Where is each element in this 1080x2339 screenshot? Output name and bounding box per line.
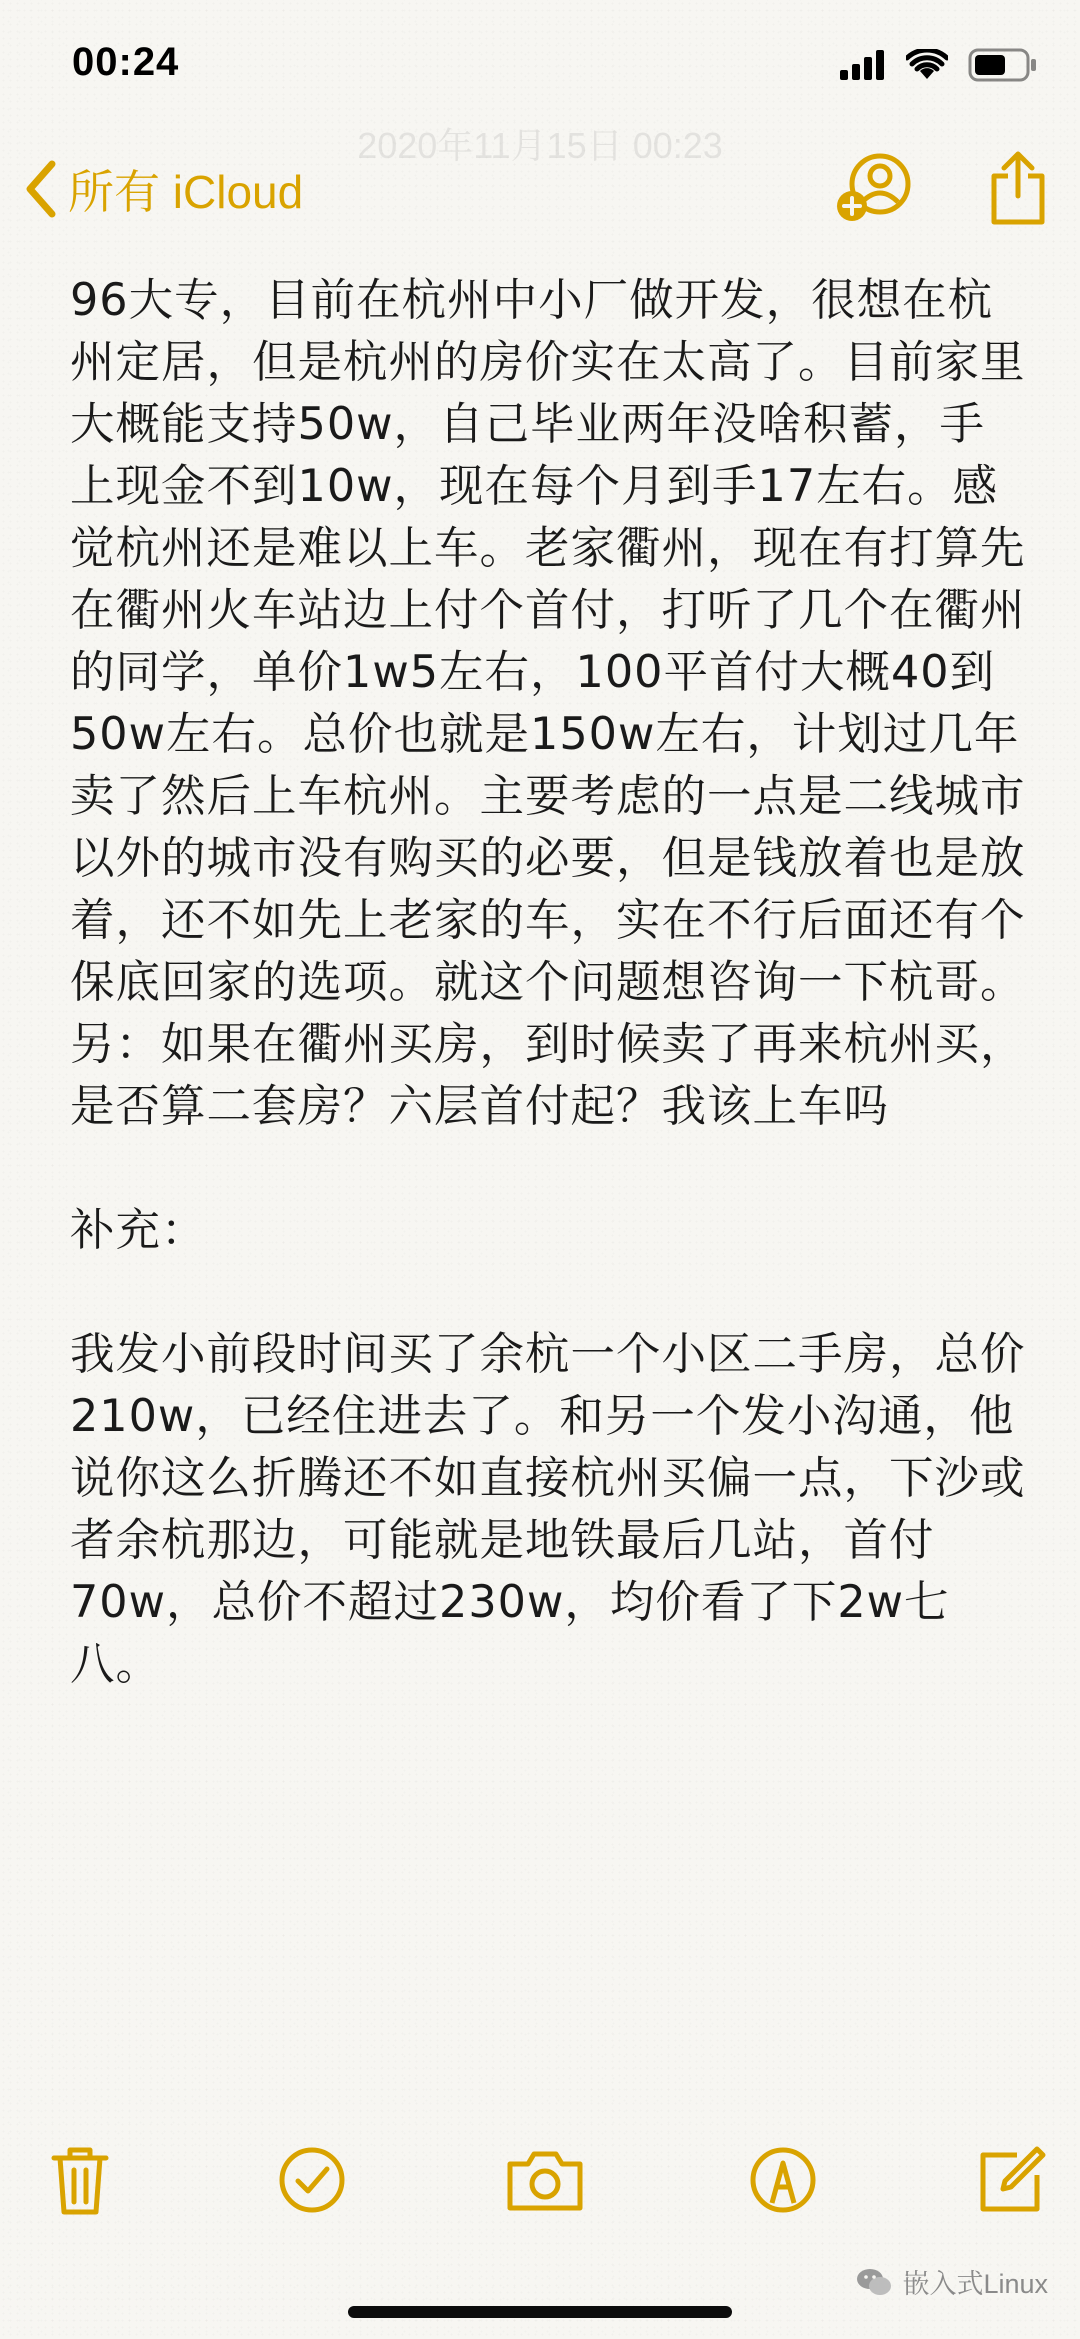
markup-icon [748,2145,818,2215]
trash-icon [50,2144,110,2216]
compose-icon [977,2145,1047,2215]
checklist-button[interactable] [272,2140,352,2220]
wifi-icon [906,49,948,81]
note-paragraph-supplement-heading: 补充： [70,1205,207,1256]
delete-button[interactable] [40,2140,120,2220]
status-bar [0,0,1080,130]
camera-icon [506,2148,584,2212]
note-paragraph-supplement: 我发小前段时间买了余杭一个小区二手房，总价210w，已经住进去了。和另一个发小沟通，他说你这么折腾还不如直接杭州买偏一点，下沙或者余杭那边，可能就是地铁最后几站，首付70w，总价不超过230w，均价看了下2w七八。 [70,1329,1026,1690]
note-date: 2020年11月15日 00:23 [357,125,723,166]
camera-button[interactable] [505,2140,585,2220]
nav-bar [0,125,1080,250]
watermark-text: 嵌入式Linux [902,2269,1048,2299]
cellular-signal-icon [840,50,886,80]
note-body[interactable] [70,270,1030,1696]
watermark [856,2262,1048,2301]
note-paragraph-main: 96大专，目前在杭州中小厂做开发，很想在杭州定居，但是杭州的房价实在太高了。目前家里大概能支持50w，自己毕业两年没啥积蓄，手上现金不到10w，现在每个月到手17左右。感觉杭州还是难以上车。老家衢州，现在有打算先在衢州火车站边上付个首付，打听了几个在衢州的同学，单价1w5左右，100平首付大概40到50w左右。总价也就是150w左右，计划过几年卖了然后上车杭州。主要考虑的一点是二线城市以外的城市没有购买的必要，但是钱放着也是放着，还不如先上老家的车，实在不行后面还有个保底回家的选项。就这个问题想咨询一下杭哥。另：如果在衢州买房，到时候卖了再来杭州买，是否算二套房？六层首付起？我该上车吗 [70,275,1026,1132]
status-icons [840,48,1038,82]
status-time: 00:24 [72,40,180,84]
home-indicator[interactable] [348,2306,732,2318]
checklist-icon [277,2145,347,2215]
share-icon[interactable] [986,150,1050,226]
add-person-icon[interactable] [836,152,916,224]
compose-button[interactable] [972,2140,1052,2220]
markup-button[interactable] [743,2140,823,2220]
battery-icon [968,48,1038,82]
back-label: 所有 iCloud [68,166,304,218]
nav-actions [836,150,1050,226]
back-button[interactable] [22,156,303,222]
wechat-icon [856,2267,892,2297]
chevron-left-icon [22,158,58,220]
bottom-toolbar [0,2130,1080,2240]
